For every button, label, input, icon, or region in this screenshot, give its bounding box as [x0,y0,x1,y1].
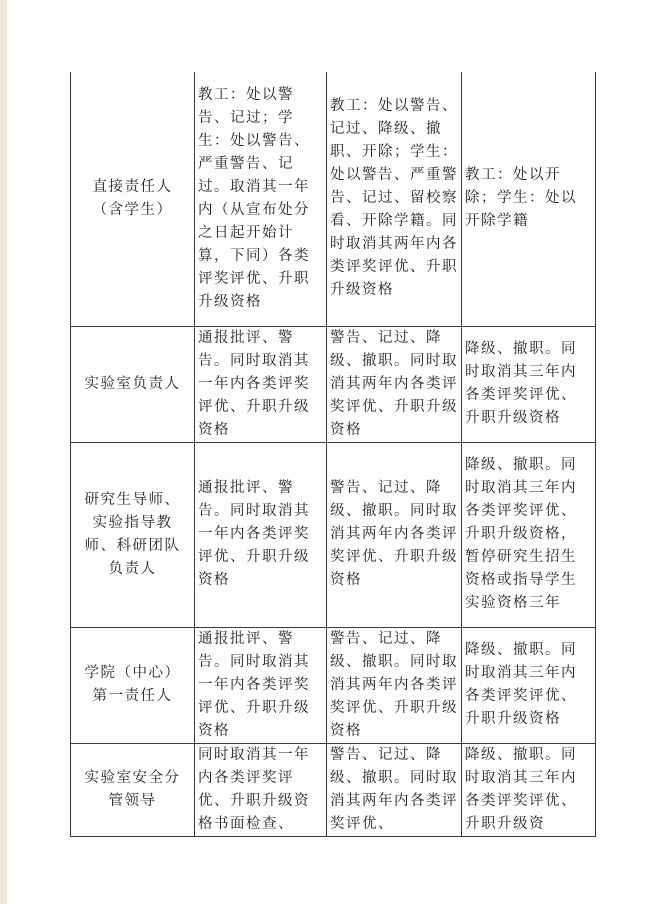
level1-cell: 通报批评、警告。同时取消其一年内各类评奖评优、升职升级资格 [195,627,327,743]
document-page [7,0,659,904]
level2-text: 警告、记过、降级、撤职。同时取消其两年内各类评奖评优、 [330,746,458,832]
level3-cell [462,743,596,836]
level1-text: 同时取消其一年内各类评奖评优、升职升级资格书面检查、 [198,746,310,832]
table-row [71,627,596,743]
level2-cell: 警告、记过、降级、撤职。同时取消其两年内各类评奖评优、升职升级资格 [327,627,462,743]
table-row [71,326,596,442]
level3-cell: 降级、撤职。同时取消其三年内各类评奖评优、升职升级资格，暂停研究生招生资格或指导学生实验资格三年 [462,442,596,627]
level3-cell: 教工：处以开除；学生：处以开除学籍 [462,72,596,326]
level2-cell: 警告、记过、降级、撤职。同时取消其两年内各类评奖评优、升职升级资格 [327,442,462,627]
level1-cell: 教工：处以警告、记过；学生：处以警告、严重警告、记过。取消其一年内（从宣布处分之日起开始计算，下同）各类评奖评优、升职升级资格 [195,72,327,326]
role-cell: 实验室负责人 [71,326,195,442]
level3-cell: 降级、撤职。同时取消其三年内各类评奖评优、升职升级资格 [462,627,596,743]
level2-cell [327,743,462,836]
level3-text: 降级、撤职。同时取消其三年内各类评奖评优、升职升级资 [465,746,577,832]
level1-cell [195,743,327,836]
level1-cell: 通报批评、警告。同时取消其一年内各类评奖评优、升职升级资格 [195,442,327,627]
table-row [71,72,596,326]
level2-cell: 教工：处以警告、记过、降级、撤职、开除；学生：处以警告、严重警告、记过、留校察看、开除学籍。同时取消其两年内各类评奖评优、升职升级资格 [327,72,462,326]
role-cell: 实验室安全分管领导 [71,743,195,836]
discipline-table [70,72,596,837]
table-row [71,743,596,836]
level1-cell: 通报批评、警告。同时取消其一年内各类评奖评优、升职升级资格 [195,326,327,442]
table-row [71,442,596,627]
role-cell: 研究生导师、实验指导教师、科研团队负责人 [71,442,195,627]
role-cell: 学院（中心）第一责任人 [71,627,195,743]
level3-cell: 降级、撤职。同时取消其三年内各类评奖评优、升职升级资格 [462,326,596,442]
role-cell: 直接责任人（含学生） [71,72,195,326]
level2-cell: 警告、记过、降级、撤职。同时取消其两年内各类评奖评优、升职升级资格 [327,326,462,442]
